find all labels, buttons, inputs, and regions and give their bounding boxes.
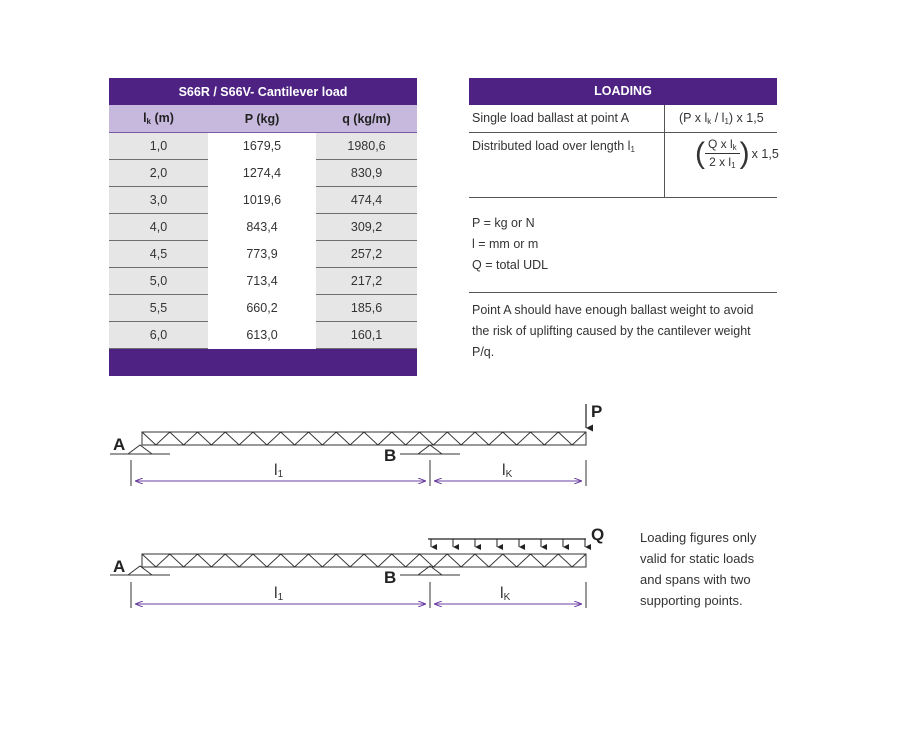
span-l1-label: l1	[274, 585, 284, 603]
distributed-load-label: Distributed load over length $l_1$	[472, 139, 635, 154]
diagram-distributed-load	[110, 525, 604, 608]
legend-p: P = kg or N	[472, 216, 535, 230]
cell-p: 843,4	[208, 214, 316, 241]
span-lk-label: lK	[500, 585, 511, 603]
cell-q: 1980,6	[316, 133, 417, 160]
support-b-label: B	[384, 568, 397, 587]
diagram-point-load	[110, 402, 602, 486]
cell-lk: 1,0	[109, 133, 208, 160]
cell-lk: 6,0	[109, 322, 208, 349]
cell-p: 713,4	[208, 268, 316, 295]
cell-p: 660,2	[208, 295, 316, 322]
col-header-q: q (kg/m)	[316, 105, 417, 133]
support-a-label: A	[113, 557, 126, 576]
col-header-p: P (kg)	[208, 105, 316, 133]
cell-p: 1019,6	[208, 187, 316, 214]
table-title: S66R / S66V- Cantilever load	[109, 78, 417, 105]
single-load-formula: (P x $l_k / l_1$) x 1,5	[679, 111, 764, 126]
loading-title: LOADING	[469, 78, 777, 105]
distributed-load-label: Q	[591, 525, 605, 544]
ballast-note: Point A should have enough ballast weight to avoid the risk of uplifting caused by the cantilever weight P/q.	[472, 303, 754, 359]
span-lk-label: lK	[502, 462, 513, 480]
cell-p: 773,9	[208, 241, 316, 268]
legend-l: l = mm or m	[472, 237, 539, 251]
static-load-note: Loading figures only valid for static loads and spans with two supporting points.	[640, 530, 757, 608]
cell-lk: 4,0	[109, 214, 208, 241]
truss-beam-2	[142, 554, 586, 567]
cell-q: 257,2	[316, 241, 417, 268]
cell-q: 185,6	[316, 295, 417, 322]
distributed-load-formula: ( $\frac{Q x l_k}{2 x l_1}$ ) x 1,5	[695, 136, 779, 170]
cell-q: 217,2	[316, 268, 417, 295]
cell-q: 830,9	[316, 160, 417, 187]
cell-lk: 4,5	[109, 241, 208, 268]
cell-q: 309,2	[316, 214, 417, 241]
support-b-label: B	[384, 446, 397, 465]
cell-lk: 5,5	[109, 295, 208, 322]
single-load-label: Single load ballast at point A	[472, 111, 630, 125]
cell-lk: 2,0	[109, 160, 208, 187]
cell-p: 1274,4	[208, 160, 316, 187]
col-header-lk: $l_k$ (m)	[109, 105, 208, 133]
cell-lk: 5,0	[109, 268, 208, 295]
cell-p: 1679,5	[208, 133, 316, 160]
cell-p: 613,0	[208, 322, 316, 349]
point-load-label: P	[591, 402, 603, 421]
legend-q: Q = total UDL	[472, 258, 549, 272]
support-a-label: A	[113, 435, 126, 454]
span-l1-label: l1	[274, 462, 284, 480]
truss-beam-1	[142, 432, 586, 445]
udl-arrows	[431, 539, 585, 547]
cell-q: 474,4	[316, 187, 417, 214]
cell-lk: 3,0	[109, 187, 208, 214]
cell-q: 160,1	[316, 322, 417, 349]
